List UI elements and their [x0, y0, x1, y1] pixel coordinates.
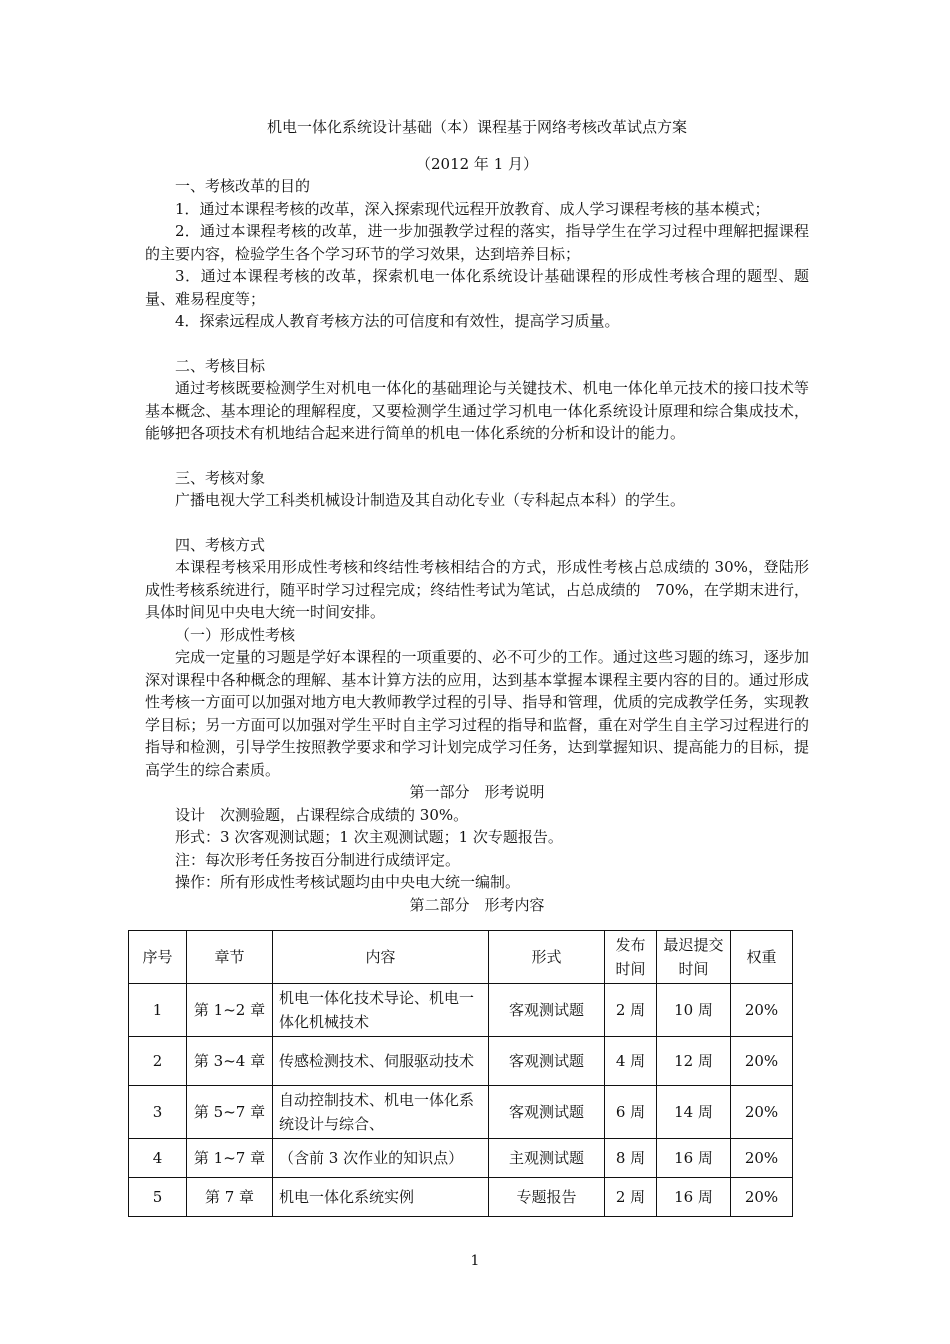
table-cell: 2 周	[605, 1178, 657, 1217]
header-cell: 最迟提交时间	[657, 931, 731, 984]
section-1-item: 4．探索远程成人教育考核方法的可信度和有效性，提高学习质量。	[175, 312, 620, 330]
table-cell: 3	[129, 1086, 187, 1139]
table-row	[129, 1037, 793, 1086]
table-row	[129, 1086, 793, 1139]
section-2-heading: 二、考核目标	[175, 356, 266, 375]
part-1-heading: 第一部分 形考说明	[409, 783, 545, 801]
section-4-text: 本课程考核采用形成性考核和终结性考核相结合的方式，形成性考核占总成绩的 30%，登陆形成性考核系统进行，随平时学习过程完成；终结性考试为笔试，占总成绩的 70%，在学期末进行，具体时间见中央电大统一时间安排。	[145, 558, 809, 621]
table-row	[129, 984, 793, 1037]
table-cell: 2	[129, 1037, 187, 1086]
header-cell: 形式	[489, 931, 605, 984]
page-number: 1	[470, 1253, 480, 1269]
header-cell: 序号	[129, 931, 187, 984]
section-1-heading: 一、考核改革的目的	[175, 177, 311, 195]
part-1-line: 形式：3 次客观测试题；1 次主观测试题；1 次专题报告。	[175, 828, 563, 846]
document-date: （2012 年 1 月）	[415, 154, 539, 173]
table-cell: 6 周	[605, 1086, 657, 1139]
table-cell: 第 3~4 章	[187, 1037, 273, 1086]
assessment-table	[128, 930, 793, 1217]
part-1-line: 操作：所有形成性考核试题均由中央电大统一编制。	[175, 873, 521, 891]
table-cell: 传感检测技术、伺服驱动技术	[273, 1037, 489, 1086]
header-cell: 发布时间	[605, 931, 657, 984]
table-cell: 4 周	[605, 1037, 657, 1086]
table-cell: 20%	[731, 1178, 793, 1217]
section-4-subheading: （一）形成性考核	[175, 625, 296, 644]
section-3-heading: 三、考核对象	[175, 468, 266, 487]
section-1-item: 3．通过本课程考核的改革，探索机电一体化系统设计基础课程的形成性考核合理的题型、题量、难易程度等；	[145, 267, 809, 308]
table-cell: 20%	[731, 1037, 793, 1086]
table-cell: 客观测试题	[489, 984, 605, 1037]
table-cell: 第 7 章	[187, 1178, 273, 1217]
table-header-row	[129, 931, 793, 984]
table-cell: 16 周	[657, 1139, 731, 1178]
table-cell: 机电一体化系统实例	[273, 1178, 489, 1217]
table-cell: 16 周	[657, 1178, 731, 1217]
table-row	[129, 1139, 793, 1178]
section-3-text: 广播电视大学工科类机械设计制造及其自动化专业（专科起点本科）的学生。	[175, 491, 686, 509]
table-cell: 客观测试题	[489, 1086, 605, 1139]
table-cell: 自动控制技术、机电一体化系统设计与综合、	[273, 1086, 489, 1139]
table-cell: 客观测试题	[489, 1037, 605, 1086]
table-cell: 4	[129, 1139, 187, 1178]
table-cell: 12 周	[657, 1037, 731, 1086]
section-1-item: 1．通过本课程考核的改革，深入探索现代远程开放教育、成人学习课程考核的基本模式；	[175, 199, 770, 218]
table-cell: 8 周	[605, 1139, 657, 1178]
table-cell: 10 周	[657, 984, 731, 1037]
table-cell: 1	[129, 984, 187, 1037]
assessment-table-wrap	[128, 930, 792, 1217]
table-cell: 5	[129, 1178, 187, 1217]
section-4-subtext: 完成一定量的习题是学好本课程的一项重要的、必不可少的工作。通过这些习题的练习，逐步加深对课程中各种概念的理解、基本计算方法的应用，达到基本掌握本课程主要内容的目的。通过形成性考核一方面可以加强对地方电大教师教学过程的引导、指导和管理，优质的完成教学任务，实现教学目标；另一方面可以加强对学生平时自主学习过程的指导和监督，重在对学生自主学习过程进行的指导和检测，引导学生按照教学要求和学习计划完成学习任务，达到掌握知识、提高能力的目标，提高学生的综合素质。	[145, 648, 809, 779]
part-2-heading: 第二部分 形考内容	[409, 895, 545, 914]
table-row	[129, 1178, 793, 1217]
table-cell: 专题报告	[489, 1178, 605, 1217]
table-cell: 20%	[731, 1086, 793, 1139]
table-cell: 2 周	[605, 984, 657, 1037]
table-cell: 第 1~7 章	[187, 1139, 273, 1178]
table-cell: 20%	[731, 984, 793, 1037]
header-cell: 内容	[273, 931, 489, 984]
table-cell: 20%	[731, 1139, 793, 1178]
section-2-text: 通过考核既要检测学生对机电一体化的基础理论与关键技术、机电一体化单元技术的接口技术等基本概念、基本理论的理解程度，又要检测学生通过学习机电一体化系统设计原理和综合集成技术，能够把各项技术有机地结合起来进行简单的机电一体化系统的分析和设计的能力。	[145, 379, 809, 442]
header-cell: 权重	[731, 931, 793, 984]
table-cell: 主观测试题	[489, 1139, 605, 1178]
table-cell: 第 1~2 章	[187, 984, 273, 1037]
part-1-line: 注：每次形考任务按百分制进行成绩评定。	[175, 850, 461, 869]
document-title: 机电一体化系统设计基础（本）课程基于网络考核改革试点方案	[266, 118, 687, 136]
table-cell: 14 周	[657, 1086, 731, 1139]
table-cell: 第 5~7 章	[187, 1086, 273, 1139]
table-cell: （含前 3 次作业的知识点）	[273, 1139, 489, 1178]
table-cell: 机电一体化技术导论、机电一体化机械技术	[273, 984, 489, 1037]
header-cell: 章节	[187, 931, 273, 984]
section-1-item: 2．通过本课程考核的改革，进一步加强教学过程的落实，指导学生在学习过程中理解把握课程的主要内容，检验学生各个学习环节的学习效果，达到培养目标；	[145, 222, 809, 263]
document-body	[145, 116, 809, 916]
part-1-line: 设计 次测验题，占课程综合成绩的 30%。	[175, 805, 469, 824]
section-4-heading: 四、考核方式	[175, 535, 266, 554]
